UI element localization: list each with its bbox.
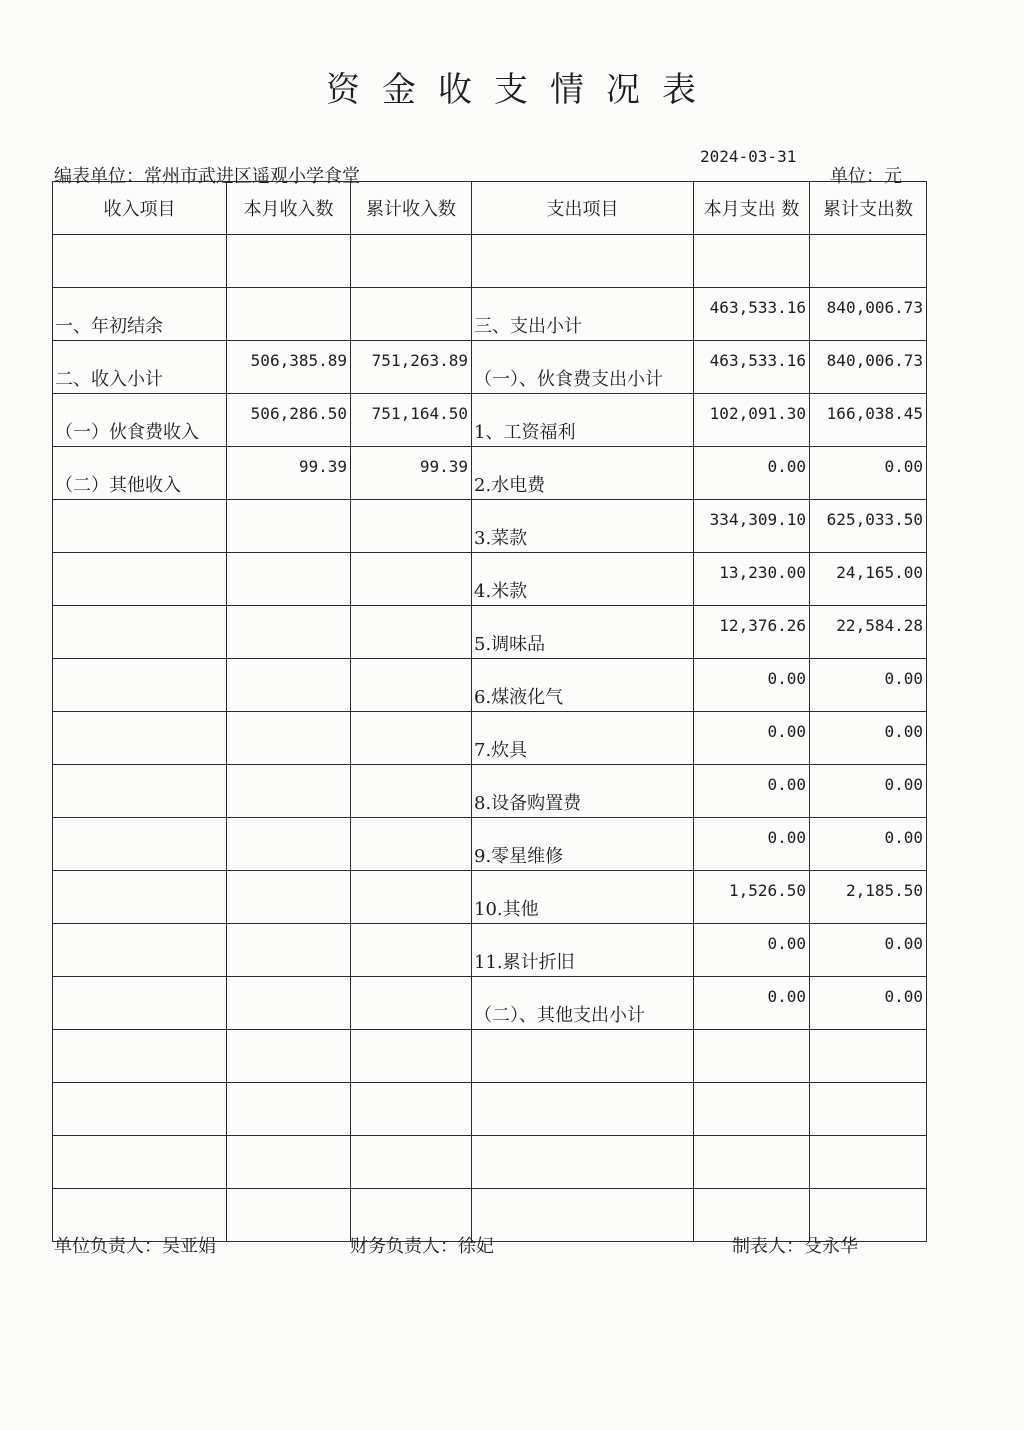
finance-head-signature: 财务负责人：徐妃: [350, 1236, 494, 1257]
expense-item-cell: [472, 1083, 694, 1136]
expense-item-cell: [472, 924, 694, 977]
expense-month-cell-text: 0.00: [767, 828, 806, 847]
income-item-cell: [53, 818, 227, 871]
income-item-cell: [53, 288, 227, 341]
expense-total-cell: [810, 712, 927, 765]
expense-item-cell: [472, 235, 694, 288]
income-month-cell: [227, 924, 351, 977]
income-item-cell: [53, 1083, 227, 1136]
expense-month-cell-text: 0.00: [767, 457, 806, 476]
organization-label: 编表单位：常州市武进区遥观小学食堂: [54, 166, 360, 187]
expense-total-cell: [810, 659, 927, 712]
income-item-cell: [53, 712, 227, 765]
income-total-cell: [351, 765, 472, 818]
expense-total-cell: [810, 553, 927, 606]
expense-total-cell: [810, 1030, 927, 1083]
income-total-cell: [351, 288, 472, 341]
expense-item-cell: [472, 394, 694, 447]
income-total-cell: [351, 1136, 472, 1189]
expense-month-cell: [694, 659, 810, 712]
expense-month-cell: [694, 447, 810, 500]
income-month-cell: [227, 1136, 351, 1189]
income-month-cell: [227, 394, 351, 447]
expense-month-cell: [694, 606, 810, 659]
income-item-cell-text: （二）其他收入: [55, 475, 181, 496]
income-total-cell: [351, 659, 472, 712]
income-total-cell-text: 99.39: [419, 457, 468, 476]
income-item-cell-text: 二、收入小计: [55, 369, 163, 390]
expense-month-cell-text: 1,526.50: [728, 881, 806, 900]
expense-item-cell-text: （一）、伙食费支出小计: [474, 369, 663, 390]
expense-item-cell: [472, 500, 694, 553]
expense-item-cell: [472, 447, 694, 500]
expense-total-cell-text: 840,006.73: [826, 351, 923, 370]
income-item-cell: [53, 765, 227, 818]
expense-item-cell-text: （二）、其他支出小计: [474, 1005, 645, 1026]
expense-item-cell-text: 3.菜款: [474, 528, 528, 549]
expense-item-cell-text: 2.水电费: [474, 475, 546, 496]
expense-month-cell: [694, 394, 810, 447]
income-item-cell: [53, 871, 227, 924]
income-total-cell-text: 751,164.50: [371, 404, 468, 423]
preparer-signature: 制表人：殳永华: [732, 1236, 858, 1257]
income-item-cell: [53, 1030, 227, 1083]
income-month-cell: [227, 553, 351, 606]
expense-total-cell: [810, 235, 927, 288]
expense-item-cell-text: 6.煤液化气: [474, 687, 564, 708]
expense-item-cell-text: 7.炊具: [474, 740, 528, 761]
report-date: 2024-03-31: [700, 147, 797, 166]
expense-item-cell: [472, 341, 694, 394]
income-item-cell: [53, 447, 227, 500]
expense-month-cell: [694, 1136, 810, 1189]
expense-total-cell-text: 0.00: [884, 828, 923, 847]
expense-month-cell: [694, 871, 810, 924]
income-month-cell: [227, 712, 351, 765]
expense-item-cell-text: 1、工资福利: [474, 422, 576, 443]
income-month-cell: [227, 1083, 351, 1136]
table-row: [53, 341, 927, 394]
expense-total-cell-text: 625,033.50: [826, 510, 923, 529]
expense-total-cell: [810, 394, 927, 447]
expense-item-cell-text: 11.累计折旧: [474, 952, 575, 973]
income-month-cell-text: 99.39: [298, 457, 347, 476]
income-total-cell: [351, 235, 472, 288]
expense-item-cell-text: 9.零星维修: [474, 846, 564, 867]
income-month-cell: [227, 288, 351, 341]
table-row: [53, 288, 927, 341]
income-month-cell: [227, 871, 351, 924]
expense-total-cell: [810, 606, 927, 659]
expense-total-cell: [810, 1136, 927, 1189]
unit-head-signature: 单位负责人：吴亚娟: [54, 1236, 216, 1257]
expense-month-cell: [694, 341, 810, 394]
expense-total-cell: [810, 288, 927, 341]
expense-month-cell: [694, 818, 810, 871]
table-row: [53, 818, 927, 871]
expense-item-cell: [472, 659, 694, 712]
expense-item-cell: [472, 871, 694, 924]
table-row: [53, 500, 927, 553]
income-total-cell: [351, 606, 472, 659]
income-month-cell: [227, 765, 351, 818]
table-row: [53, 235, 927, 288]
expense-month-cell: [694, 1083, 810, 1136]
expense-item-cell: [472, 765, 694, 818]
expense-month-cell-text: 0.00: [767, 775, 806, 794]
income-month-cell: [227, 606, 351, 659]
expense-item-cell-text: 5.调味品: [474, 634, 546, 655]
expense-total-cell-text: 166,038.45: [826, 404, 923, 423]
expense-month-cell-text: 463,533.16: [709, 298, 806, 317]
income-month-cell: [227, 818, 351, 871]
income-month-cell-text: 506,385.89: [250, 351, 347, 370]
expense-total-cell-text: 0.00: [884, 722, 923, 741]
table-row: [53, 765, 927, 818]
expense-total-cell-text: 0.00: [884, 457, 923, 476]
income-month-cell: [227, 977, 351, 1030]
header-income-total: 累计收入数: [351, 182, 472, 235]
income-total-cell: [351, 712, 472, 765]
expense-month-cell-text: 0.00: [767, 934, 806, 953]
expense-total-cell: [810, 500, 927, 553]
expense-total-cell: [810, 765, 927, 818]
expense-month-cell-text: 463,533.16: [709, 351, 806, 370]
table-row: [53, 1136, 927, 1189]
expense-total-cell-text: 24,165.00: [836, 563, 923, 582]
expense-item-cell-text: 10.其他: [474, 899, 539, 920]
table-row: [53, 447, 927, 500]
expense-total-cell: [810, 977, 927, 1030]
header-income-month: 本月收入数: [227, 182, 351, 235]
header-expense-item: 支出项目: [472, 182, 694, 235]
income-item-cell: [53, 341, 227, 394]
income-month-cell: [227, 500, 351, 553]
income-total-cell: [351, 924, 472, 977]
expense-month-cell-text: 334,309.10: [709, 510, 806, 529]
expense-total-cell: [810, 1083, 927, 1136]
expense-total-cell: [810, 871, 927, 924]
expense-month-cell: [694, 977, 810, 1030]
table-row: [53, 659, 927, 712]
table-row: [53, 871, 927, 924]
expense-month-cell-text: 102,091.30: [709, 404, 806, 423]
income-total-cell: [351, 1030, 472, 1083]
expense-item-cell: [472, 977, 694, 1030]
header-expense-total: 累计支出数: [810, 182, 927, 235]
expense-item-cell: [472, 288, 694, 341]
income-month-cell: [227, 1189, 351, 1242]
income-total-cell: [351, 871, 472, 924]
income-item-cell: [53, 924, 227, 977]
page-title: 资金收支情况表: [326, 70, 718, 110]
expense-item-cell: [472, 1189, 694, 1242]
expense-month-cell: [694, 288, 810, 341]
income-item-cell: [53, 606, 227, 659]
table-row: [53, 394, 927, 447]
income-total-cell-text: 751,263.89: [371, 351, 468, 370]
expense-total-cell: [810, 341, 927, 394]
table-row: [53, 712, 927, 765]
expense-month-cell-text: 0.00: [767, 722, 806, 741]
expense-item-cell-text: 8.设备购置费: [474, 793, 582, 814]
income-item-cell: [53, 659, 227, 712]
expense-item-cell: [472, 1030, 694, 1083]
income-total-cell: [351, 818, 472, 871]
table-row: [53, 977, 927, 1030]
header-income-item: 收入项目: [53, 182, 227, 235]
income-total-cell: [351, 341, 472, 394]
table-row: [53, 924, 927, 977]
income-item-cell: [53, 394, 227, 447]
expense-item-cell: [472, 818, 694, 871]
expense-month-cell: [694, 1030, 810, 1083]
table-row: [53, 553, 927, 606]
income-item-cell: [53, 977, 227, 1030]
income-total-cell: [351, 394, 472, 447]
expense-item-cell: [472, 553, 694, 606]
table-header-row: [53, 182, 927, 235]
income-month-cell: [227, 341, 351, 394]
expense-month-cell: [694, 235, 810, 288]
income-month-cell: [227, 447, 351, 500]
table-row: [53, 1030, 927, 1083]
expense-month-cell-text: 12,376.26: [719, 616, 806, 635]
income-item-cell-text: （一）伙食费收入: [55, 422, 199, 443]
expense-month-cell: [694, 553, 810, 606]
expense-item-cell: [472, 712, 694, 765]
expense-item-cell-text: 三、支出小计: [474, 316, 582, 337]
expense-month-cell: [694, 712, 810, 765]
income-total-cell: [351, 553, 472, 606]
income-total-cell: [351, 977, 472, 1030]
expense-item-cell: [472, 606, 694, 659]
income-item-cell-text: 一、年初结余: [55, 316, 163, 337]
income-item-cell: [53, 1136, 227, 1189]
table-row: [53, 606, 927, 659]
currency-unit-label: 单位：元: [830, 166, 902, 187]
income-month-cell: [227, 659, 351, 712]
expense-item-cell: [472, 1136, 694, 1189]
expense-total-cell-text: 0.00: [884, 669, 923, 688]
expense-total-cell: [810, 924, 927, 977]
expense-month-cell-text: 0.00: [767, 669, 806, 688]
expense-item-cell-text: 4.米款: [474, 581, 528, 602]
expense-month-cell-text: 0.00: [767, 987, 806, 1006]
table-row: [53, 1083, 927, 1136]
header-expense-month: 本月支出 数: [694, 182, 810, 235]
income-total-cell: [351, 500, 472, 553]
expense-total-cell: [810, 447, 927, 500]
income-total-cell: [351, 447, 472, 500]
income-month-cell: [227, 1030, 351, 1083]
expense-month-cell: [694, 924, 810, 977]
expense-total-cell-text: 22,584.28: [836, 616, 923, 635]
expense-month-cell: [694, 500, 810, 553]
expense-total-cell-text: 0.00: [884, 934, 923, 953]
income-month-cell-text: 506,286.50: [250, 404, 347, 423]
income-item-cell: [53, 553, 227, 606]
expense-total-cell-text: 0.00: [884, 987, 923, 1006]
expense-month-cell-text: 13,230.00: [719, 563, 806, 582]
income-item-cell: [53, 235, 227, 288]
expense-total-cell-text: 2,185.50: [845, 881, 923, 900]
expense-total-cell-text: 840,006.73: [826, 298, 923, 317]
income-total-cell: [351, 1083, 472, 1136]
expense-total-cell: [810, 818, 927, 871]
expense-total-cell-text: 0.00: [884, 775, 923, 794]
income-month-cell: [227, 235, 351, 288]
expense-month-cell: [694, 765, 810, 818]
income-expense-table: [52, 181, 927, 1242]
income-item-cell: [53, 500, 227, 553]
